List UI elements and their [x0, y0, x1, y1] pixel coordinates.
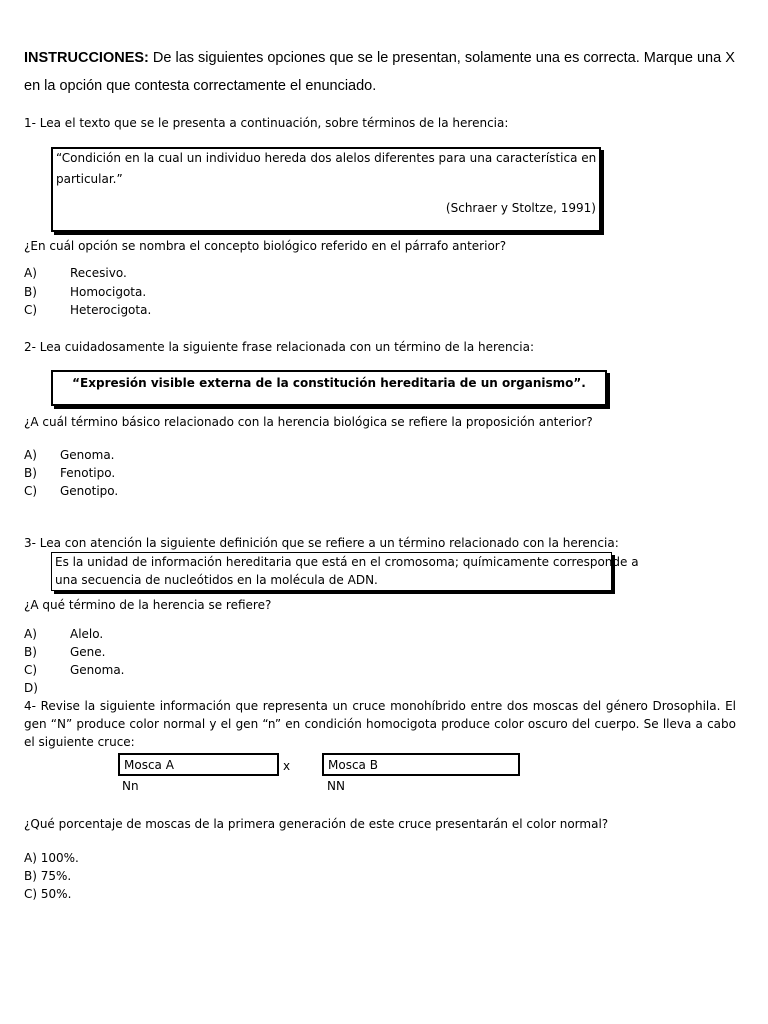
q2-quote-box	[51, 370, 607, 406]
q3-option-c[interactable]: C) Genoma.	[24, 663, 125, 677]
fly-b-genotype: NN	[327, 779, 345, 793]
fly-a-label: Mosca A	[124, 758, 174, 772]
q2-option-b[interactable]: B) Fenotipo.	[24, 466, 116, 480]
q2-option-a[interactable]: A) Genoma.	[24, 448, 115, 462]
instructions-label: INSTRUCCIONES:	[24, 50, 149, 66]
q1-prompt: 1- Lea el texto que se le presenta a continuación, sobre términos de la herencia:	[24, 116, 509, 130]
q1-quote-box	[51, 147, 601, 232]
q2-option-c[interactable]: C) Genotipo.	[24, 484, 119, 498]
fly-b-label: Mosca B	[328, 758, 378, 772]
fly-a-box	[118, 753, 279, 776]
q2-prompt: 2- Lea cuidadosamente la siguiente frase relacionada con un término de la herencia:	[24, 340, 534, 354]
q2-question: ¿A cuál término básico relacionado con la herencia biológica se refiere la proposición anterior?	[24, 415, 593, 429]
fly-b-box	[322, 753, 520, 776]
q1-quote-line2: particular.”	[56, 172, 123, 186]
q2-quote: “Expresión visible externa de la constitución hereditaria de un organismo”.	[72, 376, 586, 390]
q3-def-line1: Es la unidad de información hereditaria que está en el cromosoma; químicamente corresponde a	[55, 555, 639, 569]
q3-option-b[interactable]: B) Gene.	[24, 645, 106, 659]
q3-option-d[interactable]: D)	[24, 681, 38, 695]
q4-question: ¿Qué porcentaje de moscas de la primera generación de este cruce presentarán el color normal?	[24, 817, 609, 831]
q1-option-b[interactable]: B) Homocigota.	[24, 285, 147, 299]
q3-definition-box	[51, 552, 639, 591]
q1-option-c[interactable]: C) Heterocigota.	[24, 303, 152, 317]
q1-citation: (Schraer y Stoltze, 1991)	[445, 201, 596, 215]
q4-option-c[interactable]: C) 50%.	[24, 887, 72, 901]
q4-option-a[interactable]: A) 100%.	[24, 851, 79, 865]
q3-def-line2: una secuencia de nucleótidos en la molécula de ADN.	[55, 573, 378, 587]
q1-quote-line1: “Condición en la cual un individuo hereda dos alelos diferentes para una característica en	[56, 151, 597, 165]
q1-question: ¿En cuál opción se nombra el concepto biológico referido en el párrafo anterior?	[24, 239, 507, 253]
cross-symbol: x	[283, 759, 291, 773]
q4-prompt: 4- Revise la siguiente información que representa un cruce monohíbrido entre dos moscas del género Drosophila. El gen “N” produce color normal y el gen “n” en condición homocigota produce color oscuro del cuerpo. Se lleva a cabo el siguiente cruce:	[24, 699, 736, 749]
q3-prompt: 3- Lea con atención la siguiente definición que se refiere a un término relacionado con la herencia:	[24, 536, 619, 550]
instructions-text: De las siguientes opciones que se le presentan, solamente una es correcta. Marque una X en la opción que contesta correctamente el enunciado.	[24, 50, 735, 94]
q3-question: ¿A qué término de la herencia se refiere?	[24, 598, 272, 612]
q1-option-a[interactable]: A) Recesivo.	[24, 266, 127, 280]
instructions	[24, 44, 744, 100]
q4-option-b[interactable]: B) 75%.	[24, 869, 72, 883]
fly-a-genotype: Nn	[122, 779, 139, 793]
q3-option-a[interactable]: A) Alelo.	[24, 627, 104, 641]
